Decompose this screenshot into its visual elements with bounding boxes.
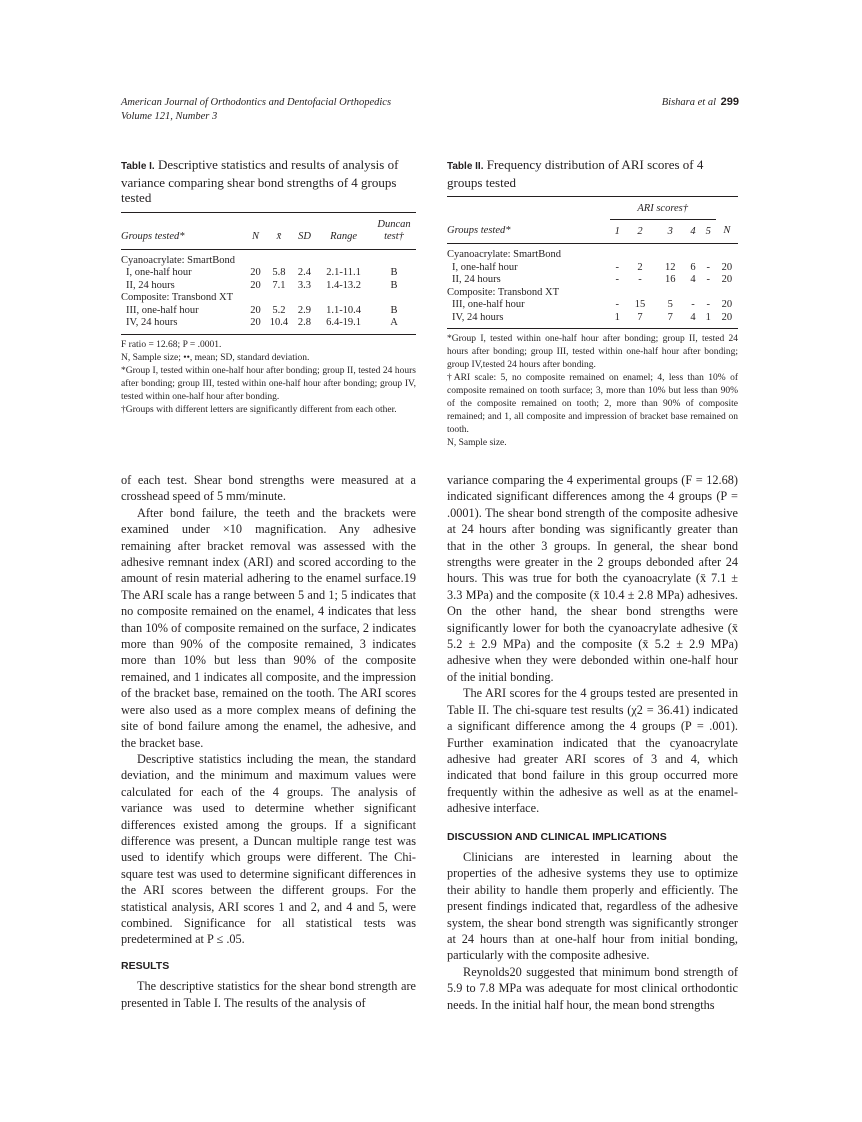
table-cell: 20 (721, 261, 733, 273)
table-cell: I, one-half hour (126, 267, 192, 278)
footnote: N, Sample size. (447, 438, 507, 448)
left-column (121, 472, 416, 1011)
table-cell: 4 (690, 274, 696, 285)
paragraph: variance comparing the 4 experimental groups (F = 12.68) indicated significant differences among the 4 groups (P = .0001). The shear bond strength of the composite adhesive at 24 hours after bonding was significantly greater than that in the other 3 groups. In general, the shear bond strengths were greater in the 2 groups debonded after 24 hours. This was true for both the cyanoacrylate (x̄ 7.1 ± 3.3 MPa) and the composite (x̄ 10.4 ± 2.8 MPa) adhesives. On the other hand, the shear bond strengths were significantly lower for both the cyanoacrylate adhesive (x̄ 5.2 ± 2.9 MPa) and the composite (x̄ 5.2 ± 2.9 MPa) adhesive when they were debonded within one-half hour of the initial bonding. (447, 473, 738, 684)
column-header: 1 (610, 219, 625, 244)
table-cell: 20 (721, 274, 733, 285)
column-header: 3 (655, 219, 685, 244)
paragraph: The descriptive statistics for the shear bond strength are presented in Table I. The results of the analysis of (121, 979, 416, 1010)
table-cell: 1.4-13.2 (326, 279, 362, 291)
column-header: 2 (625, 219, 655, 244)
table-cell: 6 (690, 261, 696, 273)
table-cell: 1 (705, 311, 711, 323)
table-cell: III, one-half hour (126, 304, 199, 316)
column-header: Groups tested* (447, 219, 610, 244)
table-row (121, 267, 416, 280)
table-cell: A (390, 317, 398, 328)
table-cell: III, one-half hour (452, 299, 525, 310)
table-cell: - (706, 261, 710, 273)
table-row (447, 262, 738, 275)
table-cell: II, 24 hours (126, 279, 175, 291)
table-cell: 20 (250, 317, 261, 328)
table-cell: - (706, 299, 710, 310)
table-cell: 20 (721, 299, 733, 310)
table-row (121, 280, 416, 293)
paragraph: After bond failure, the teeth and the brackets were examined under ×10 magnification. Any adhesive remaining after bracket removal was assessed with the adhesive remnant index (ARI) and scored according to the amount of resin material adhering to the enamel surface.19 The ARI scale has a range between 5 and 1; 5 indicates that no composite remained on the enamel, 4 indicates that less than 10% of composite remained on the surface, 2 indicates more than 90% of the composite remained, 3 indicates more than 10% but less than 90% of the composite remained, and 1 indicates all composite, and the impression of the bracket base, remained on the tooth. The ARI scores were also used as a more complex means of defining the site of bond failure among the enamel, the adhesive, and the bracket base. (121, 505, 416, 750)
column-header: N (247, 212, 264, 249)
author-page (662, 96, 739, 108)
table-cell: 1.1-10.4 (326, 304, 362, 316)
table-cell: IV, 24 hours (126, 317, 178, 328)
table-cell: 20 (250, 304, 261, 316)
table-cell: B (390, 304, 398, 316)
footnote: *Group I, tested within one-half hour after bonding; group II, tested 24 hours after bonding; group III, tested within one-half hour after bonding; group IV,tested 24 hours after bonding. (447, 334, 738, 370)
paragraph: Descriptive statistics including the mean, the standard deviation, and the minimum and maximum values were calculated for each of the 4 groups. The analysis of variance was used to determine whether significant differences existed among the groups. If a significant difference was present, a Duncan multiple range test was used to identify which groups were different. The Chi-square test was used to determine significant differences in the ARI scores between the different groups. For the statistical analysis, ARI scores 1 and 2, and 4 and 5, were combined. Significance for all statistical tests was predetermined at P ≤ .05. (121, 751, 416, 947)
table-cell: 5 (667, 299, 673, 310)
table-cell: 20 (250, 267, 261, 278)
table-cell: 15 (634, 299, 646, 310)
table-row (447, 299, 738, 312)
table-row (121, 317, 416, 330)
table-cell: II, 24 hours (452, 274, 501, 285)
section-heading-discussion: DISCUSSION AND CLINICAL IMPLICATIONS (447, 830, 667, 843)
table-cell: 3.3 (297, 279, 312, 291)
table-2 (447, 157, 738, 450)
table-cell: - (615, 299, 619, 310)
authors: Bishara et al (661, 97, 717, 108)
page-number: 299 (720, 96, 739, 108)
column-header: Duncan test† (372, 212, 416, 249)
table-cell: 16 (665, 274, 676, 285)
column-header: 4 (685, 219, 700, 244)
table-cell: 5.8 (272, 267, 286, 278)
table-cell: 2.4 (297, 267, 312, 278)
table-cell: - (638, 274, 642, 285)
table-1-grid (121, 212, 416, 335)
table-cell: 2 (637, 261, 643, 273)
table-cell: - (615, 274, 619, 285)
footnote: †Groups with different letters are significantly different from each other. (121, 404, 397, 415)
paragraph: The ARI scores for the 4 groups tested are presented in Table II. The chi-square test results (χ2 = 36.41) indicated a significant difference among the 4 groups (P = .001). Further examination indicated that the cyanoacrylate adhesive had greater ARI scores of 3 and 4, which indicated that bond failure in this group occurred more frequently within the adhesive as well as at the enamel-adhesive interface. (447, 686, 738, 816)
table-cell: I, one-half hour (452, 261, 518, 273)
table-cell: 10.4 (269, 317, 289, 328)
section-heading-results: RESULTS (121, 959, 170, 972)
table-cell: - (691, 299, 695, 310)
table-1-footnotes (121, 339, 416, 417)
group-label: Composite: Transbond XT (121, 292, 234, 303)
column-header: x̄ (264, 212, 294, 249)
table-2-caption: Table II. Frequency distribution of ARI scores of 4 groups tested (447, 157, 704, 190)
table-cell: 20 (721, 311, 733, 323)
table-cell: 6.4-19.1 (326, 317, 362, 328)
footnote: N, Sample size; ••, mean; SD, standard deviation. (121, 352, 310, 363)
table-cell: 2.8 (297, 317, 312, 328)
table-cell: IV, 24 hours (452, 311, 504, 323)
column-header: Range (315, 212, 372, 249)
column-spanner: ARI scores† (610, 203, 716, 219)
table-cell: B (390, 279, 398, 291)
table-cell: 1 (614, 311, 620, 323)
table-cell: 7.1 (272, 279, 286, 291)
paragraph: of each test. Shear bond strengths were measured at a crosshead speed of 5 mm/minute. (121, 473, 416, 504)
table-cell: 7 (637, 311, 643, 323)
table-cell: - (706, 274, 710, 285)
column-header: SD (294, 212, 315, 249)
volume-info: Volume 121, Number 3 (121, 110, 218, 122)
table-cell: 20 (250, 279, 261, 291)
running-header (121, 96, 391, 123)
table-cell: B (390, 267, 398, 278)
table-2-grid (447, 196, 738, 329)
paragraph: Reynolds20 suggested that minimum bond strength of 5.9 to 7.8 MPa was adequate for most clinical orthodontic needs. In the initial half hour, the mean bond strengths (447, 964, 738, 1012)
table-cell: 5.2 (272, 304, 286, 316)
table-1-caption: Table I. Descriptive statistics and results of analysis of variance comparing shear bond strengths of 4 groups tested (121, 157, 399, 205)
table-row (447, 312, 738, 325)
journal-title: American Journal of Orthodontics and Dentofacial Orthopedics (121, 97, 392, 108)
table-cell: 4 (690, 311, 696, 323)
footnote: †ARI scale: 5, no composite remained on enamel; 4, less than 10% of composite remained on tooth surface; 3, more than 10% but less than 90% of the composite remained on tooth; 2, more than 90% of composite remained; and 1, all composite and impression of bracket base remained on tooth. (447, 373, 738, 435)
table-1 (121, 157, 416, 417)
table-cell: 2.9 (297, 304, 312, 316)
column-header: Groups tested* (121, 212, 247, 249)
footnote: *Group I, tested within one-half hour after bonding; group II, tested 24 hours after bonding; group III, tested within one-half hour after bonding; group IV, tested within one-half hour after bonding. (121, 365, 416, 402)
group-label: Cyanoacrylate: SmartBond (447, 249, 562, 260)
paragraph: Clinicians are interested in learning about the properties of the adhesive systems they use to optimize their ability to handle them properly and efficiently. The present findings indicated that, regardless of the adhesive system, the shear bond strength was significantly stronger at 24 hours than at one-half hour from initial bonding, particularly with the composite adhesive. (447, 849, 738, 963)
table-row (121, 305, 416, 318)
column-header: N (716, 219, 738, 244)
footnote: F ratio = 12.68; P = .0001. (121, 339, 222, 350)
table-cell: 12 (665, 261, 676, 273)
right-column (447, 472, 738, 1013)
column-header: 5 (701, 219, 716, 244)
group-label: Composite: Transbond XT (447, 286, 560, 298)
table-cell: 2.1-11.1 (326, 267, 361, 278)
table-cell: 7 (667, 311, 673, 323)
table-cell: - (615, 261, 619, 273)
table-row (447, 274, 738, 287)
table-2-footnotes (447, 333, 738, 450)
group-label: Cyanoacrylate: SmartBond (121, 254, 236, 266)
